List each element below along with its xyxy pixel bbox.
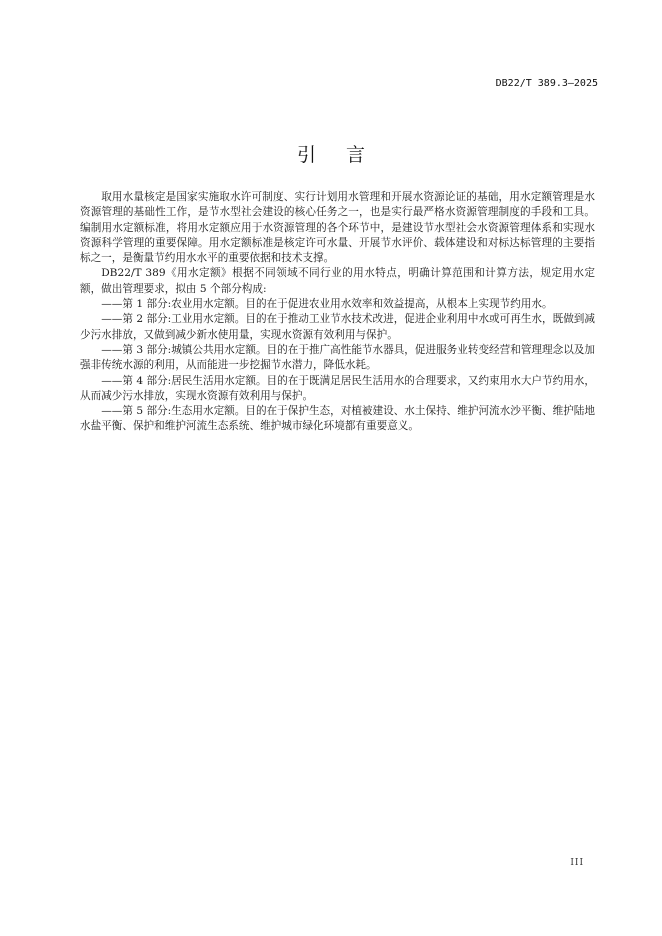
list-item-part-4: ——第 4 部分:居民生活用水定额。目的在于既满足居民生活用水的合理要求，又约束用水大户节约用水，从而减少污水排放，实现水资源有效利用与保护。 [80, 374, 595, 402]
paragraph-structure: DB22/T 389《用水定额》根据不同领域不同行业的用水特点，明确计算范围和计算方法，规定用水定额，做出管理要求，拟由 5 个部分构成: [80, 267, 595, 295]
page-number: III [570, 858, 584, 868]
list-item-part-5: ——第 5 部分:生态用水定额。目的在于保护生态，对植被建设、水土保持、维护河流水沙平衡、维护陆地水盐平衡、保护和维护河流生态系统、维护城市绿化环境都有重要意义。 [80, 405, 595, 433]
standard-code: DB22/T 389.3—2025 [495, 78, 598, 89]
page-title: 引言 [296, 144, 395, 166]
document-body [80, 190, 595, 435]
paragraph-intro: 取用水量核定是国家实施取水许可制度、实行计划用水管理和开展水资源论证的基础，用水定额管理是水资源管理的基础性工作，是节水型社会建设的核心任务之一，也是实行最严格水资源管理制度的手段和工具。编制用水定额标准，将用水定额应用于水资源管理的各个环节中，是建设节水型社会水资源管理体系和实现水资源科学管理的重要保障。用水定额标准是核定许可水量、开展节水评价、载体建设和对标达标管理的主要指标之一，是衡量节约用水水平的重要依据和技术支撑。 [80, 191, 595, 265]
list-item-part-3: ——第 3 部分:城镇公共用水定额。目的在于推广高性能节水器具，促进服务业转变经营和管理理念以及加强非传统水源的利用，从而能进一步挖掘节水潜力，降低水耗。 [80, 343, 595, 372]
list-item-part-2: ——第 2 部分:工业用水定额。目的在于推动工业节水技术改进，促进企业利用中水或可再生水，既做到减少污水排放，又做到减少新水使用量，实现水资源有效利用与保护。 [80, 313, 595, 341]
list-item-part-1: ——第 1 部分:农业用水定额。目的在于促进农业用水效率和效益提高，从根本上实现节约用水。 [101, 298, 553, 311]
